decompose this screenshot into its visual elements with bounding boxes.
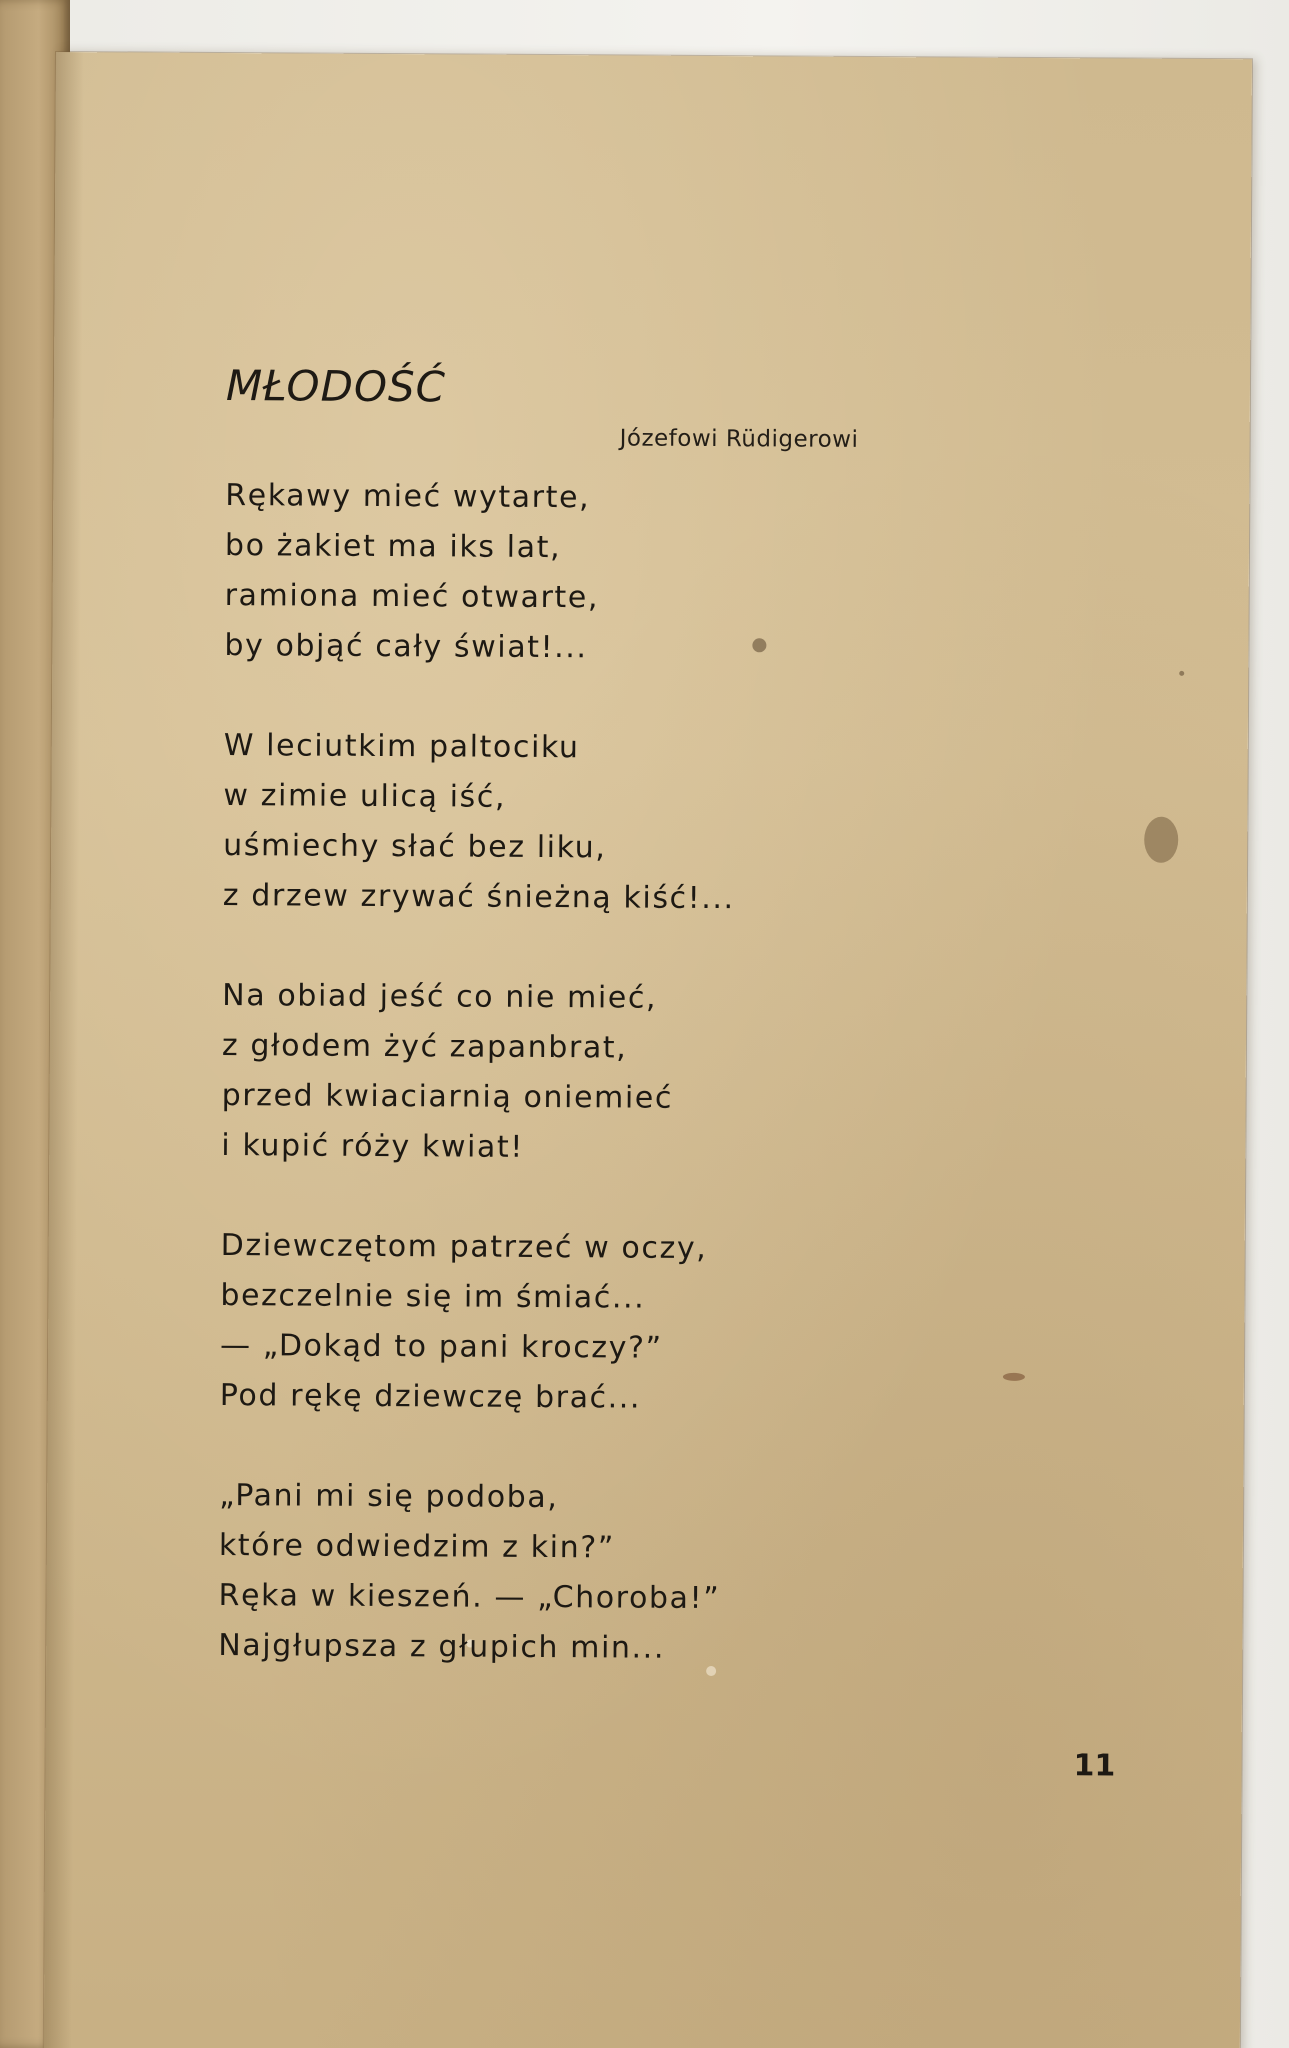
poem-line: Pod rękę dziewczę brać... [219, 1378, 642, 1416]
poem-body [218, 471, 986, 1726]
poem-line: przed kwiaciarnią oniemieć [221, 1078, 674, 1116]
poem-line: Ręka w kieszeń. — „Choroba!” [218, 1578, 721, 1617]
poem-line: Dziewczętom patrzeć w oczy, [220, 1228, 708, 1267]
page-number: 11 [1073, 1748, 1116, 1784]
poem-title: MŁODOŚĆ [225, 361, 447, 412]
stanza [224, 471, 985, 676]
paper-speck [1179, 671, 1184, 676]
paper-speck [1144, 817, 1178, 863]
poem-line: Najgłupsza z głupich min... [218, 1628, 666, 1666]
paper-speck [1003, 1373, 1025, 1381]
poem-line: uśmiechy słać bez liku, [223, 828, 607, 866]
poem-line: Na obiad jeść co nie mieć, [222, 978, 658, 1016]
poem-line: bo żakiet ma iks lat, [224, 528, 562, 566]
poem-line: by objąć cały świat!... [224, 628, 588, 666]
poem-line: ramiona mieć otwarte, [224, 578, 600, 616]
book-page [44, 52, 1252, 2048]
poem-line: — „Dokąd to pani kroczy?” [219, 1328, 663, 1366]
poem-line: z drzew zrywać śnieżną kiść!... [222, 878, 735, 917]
poem-line: bezczelnie się im śmiać... [220, 1278, 646, 1316]
poem-line: które odwiedzim z kin?” [218, 1528, 616, 1566]
stanza [221, 971, 982, 1176]
poem-dedication: Józefowi Rüdigerowi [619, 425, 859, 453]
poem-line: „Pani mi się podoba, [219, 1478, 559, 1516]
poem-line: i kupić róży kwiat! [221, 1128, 525, 1165]
poem-line: w zimie ulicą iść, [223, 778, 507, 815]
poem-line: W leciutkim paltociku [223, 728, 580, 766]
stanza [223, 721, 984, 926]
stanza [218, 1471, 979, 1676]
poem-line: Rękawy mieć wytarte, [225, 478, 591, 516]
poem-line: z głodem żyć zapanbrat, [221, 1028, 628, 1066]
stanza [220, 1221, 981, 1426]
